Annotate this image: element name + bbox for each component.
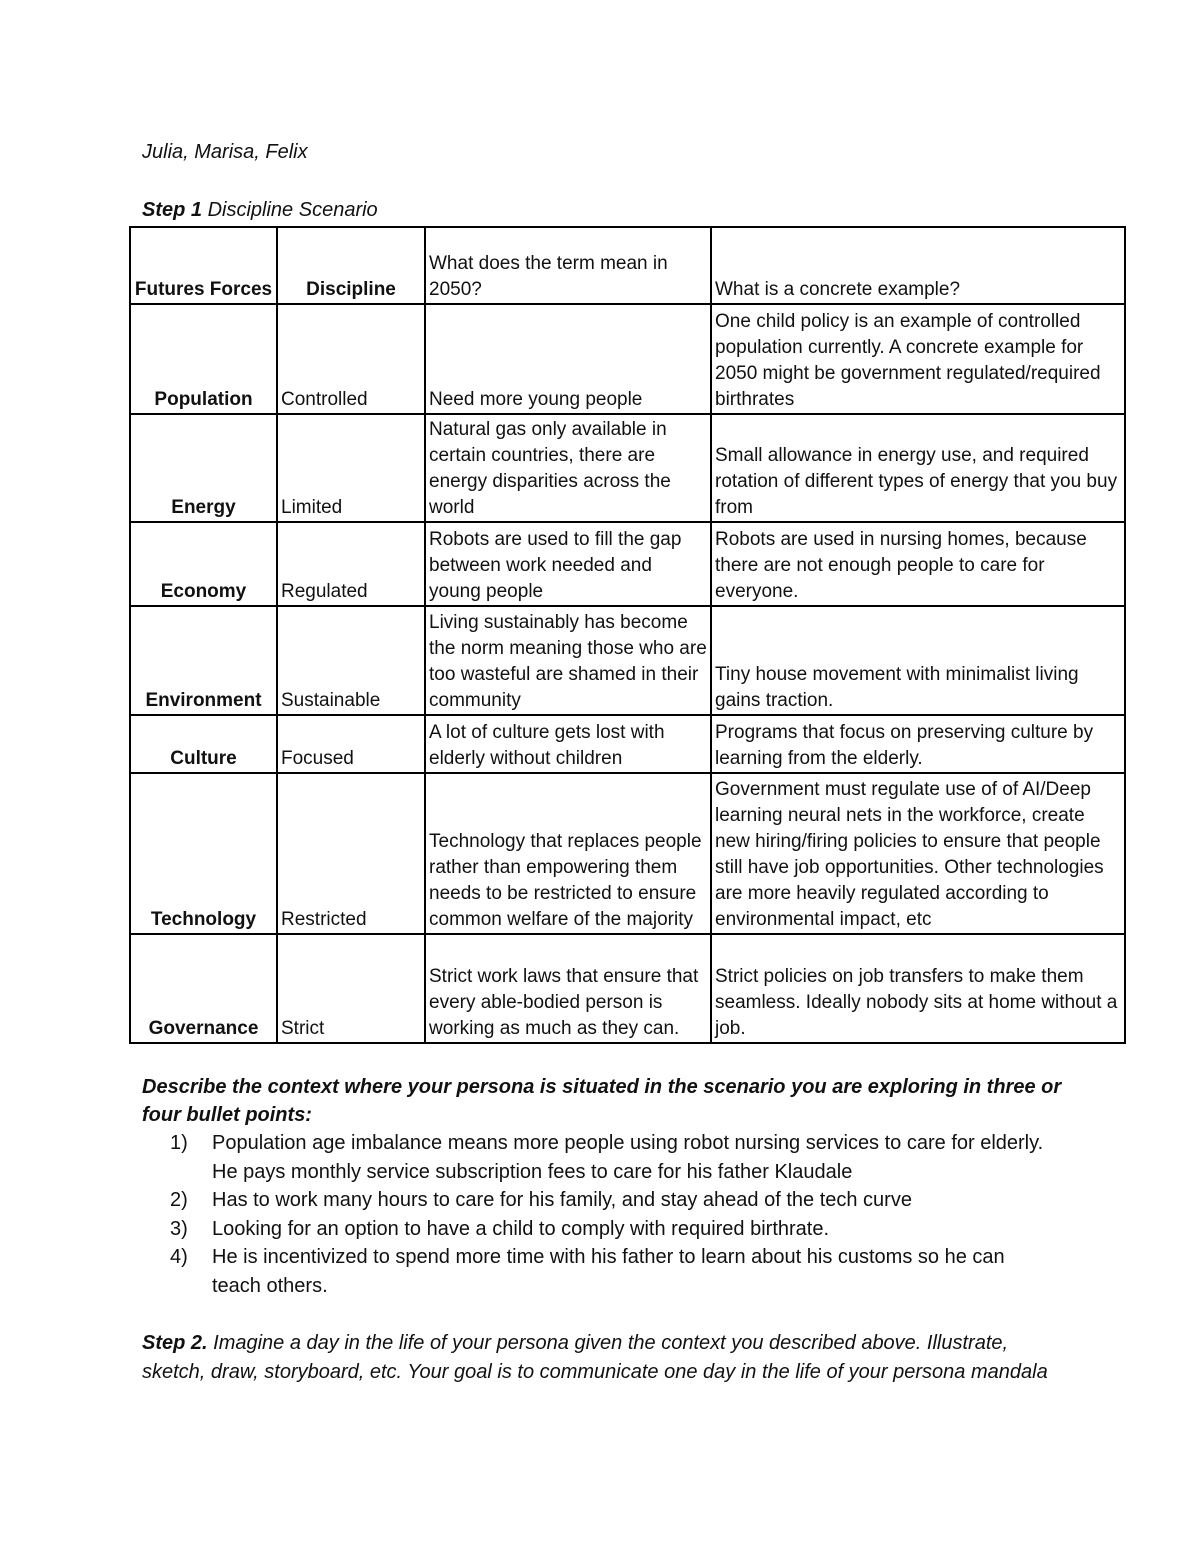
list-item xyxy=(170,1243,1050,1300)
table-row xyxy=(130,304,1125,414)
header-term-meaning: What does the term mean in 2050? xyxy=(425,227,711,304)
list-item-text: Has to work many hours to care for his family, and stay ahead of the tech curve xyxy=(212,1189,912,1211)
list-item-number: 4) xyxy=(170,1246,188,1268)
list-item-text: Population age imbalance means more people using robot nursing services to care for elderly. He pays monthly service subscription fees to care for his father Klaudale xyxy=(212,1132,1044,1183)
header-futures-forces: Futures Forces xyxy=(130,227,277,304)
table-row xyxy=(130,414,1125,522)
meaning-cell: Need more young people xyxy=(425,304,711,414)
meaning-cell: Technology that replaces people rather than empowering them needs to be restricted to ensure common welfare of the majority xyxy=(425,773,711,934)
discipline-cell: Regulated xyxy=(277,522,425,606)
step1-label: Step 1 xyxy=(142,199,203,221)
list-item-number: 3) xyxy=(170,1217,188,1240)
force-cell: Environment xyxy=(130,606,277,715)
list-item xyxy=(170,1186,1050,1215)
context-bullet-list xyxy=(170,1129,1050,1300)
meaning-cell: Living sustainably has become the norm meaning those who are too wasteful are shamed in their community xyxy=(425,606,711,715)
list-item-text: Looking for an option to have a child to comply with required birthrate. xyxy=(212,1217,830,1240)
discipline-cell: Limited xyxy=(277,414,425,522)
describe-context-prompt: Describe the context where your persona is situated in the scenario you are exploring in three or four bullet points: xyxy=(142,1076,1062,1126)
force-cell: Technology xyxy=(130,773,277,934)
meaning-cell: Strict work laws that ensure that every able-bodied person is working as much as they can. xyxy=(425,934,711,1043)
example-cell: Strict policies on job transfers to make them seamless. Ideally nobody sits at home without a job. xyxy=(711,934,1125,1043)
list-item-text: He is incentivized to spend more time with his father to learn about his customs so he can teach others. xyxy=(212,1246,1005,1297)
discipline-cell: Sustainable xyxy=(277,606,425,715)
discipline-scenario-table xyxy=(129,226,1126,1044)
meaning-cell: A lot of culture gets lost with elderly without children xyxy=(425,715,711,773)
discipline-cell: Strict xyxy=(277,934,425,1043)
meaning-cell: Robots are used to fill the gap between work needed and young people xyxy=(425,522,711,606)
example-cell: One child policy is an example of controlled population currently. A concrete example for 2050 might be government regulated/required birthrates xyxy=(711,304,1125,414)
example-cell: Robots are used in nursing homes, because there are not enough people to care for everyone. xyxy=(711,522,1125,606)
step1-heading xyxy=(142,199,378,222)
list-item xyxy=(170,1215,1050,1244)
example-cell: Small allowance in energy use, and required rotation of different types of energy that you buy from xyxy=(711,414,1125,522)
discipline-cell: Controlled xyxy=(277,304,425,414)
discipline-cell: Focused xyxy=(277,715,425,773)
table-header-row xyxy=(130,227,1125,304)
authors-line: Julia, Marisa, Felix xyxy=(142,141,308,163)
table-row xyxy=(130,934,1125,1043)
step1-title: Discipline Scenario xyxy=(207,199,378,221)
discipline-cell: Restricted xyxy=(277,773,425,934)
table-row xyxy=(130,715,1125,773)
list-item-number: 2) xyxy=(170,1189,188,1211)
force-cell: Energy xyxy=(130,414,277,522)
table-row xyxy=(130,522,1125,606)
header-discipline: Discipline xyxy=(277,227,425,304)
header-concrete-example: What is a concrete example? xyxy=(711,227,1125,304)
example-cell: Programs that focus on preserving culture by learning from the elderly. xyxy=(711,715,1125,773)
list-item xyxy=(170,1129,1050,1186)
table-row xyxy=(130,773,1125,934)
meaning-cell: Natural gas only available in certain countries, there are energy disparities across the world xyxy=(425,414,711,522)
force-cell: Population xyxy=(130,304,277,414)
step2-paragraph xyxy=(142,1329,1072,1386)
table-row xyxy=(130,606,1125,715)
force-cell: Culture xyxy=(130,715,277,773)
force-cell: Governance xyxy=(130,934,277,1043)
force-cell: Economy xyxy=(130,522,277,606)
step2-label: Step 2. xyxy=(142,1332,208,1354)
step2-text: Imagine a day in the life of your persona given the context you described above. Illustrate, sketch, draw, storyboard, etc. Your goal is to communicate one day in the life of your persona mandala xyxy=(142,1332,1048,1383)
example-cell: Tiny house movement with minimalist living gains traction. xyxy=(711,606,1125,715)
example-cell: Government must regulate use of of AI/Deep learning neural nets in the workforce, create new hiring/firing policies to ensure that people still have job opportunities. Other technologies are more heavily regulated according to environmental impact, etc xyxy=(711,773,1125,934)
list-item-number: 1) xyxy=(170,1132,188,1154)
